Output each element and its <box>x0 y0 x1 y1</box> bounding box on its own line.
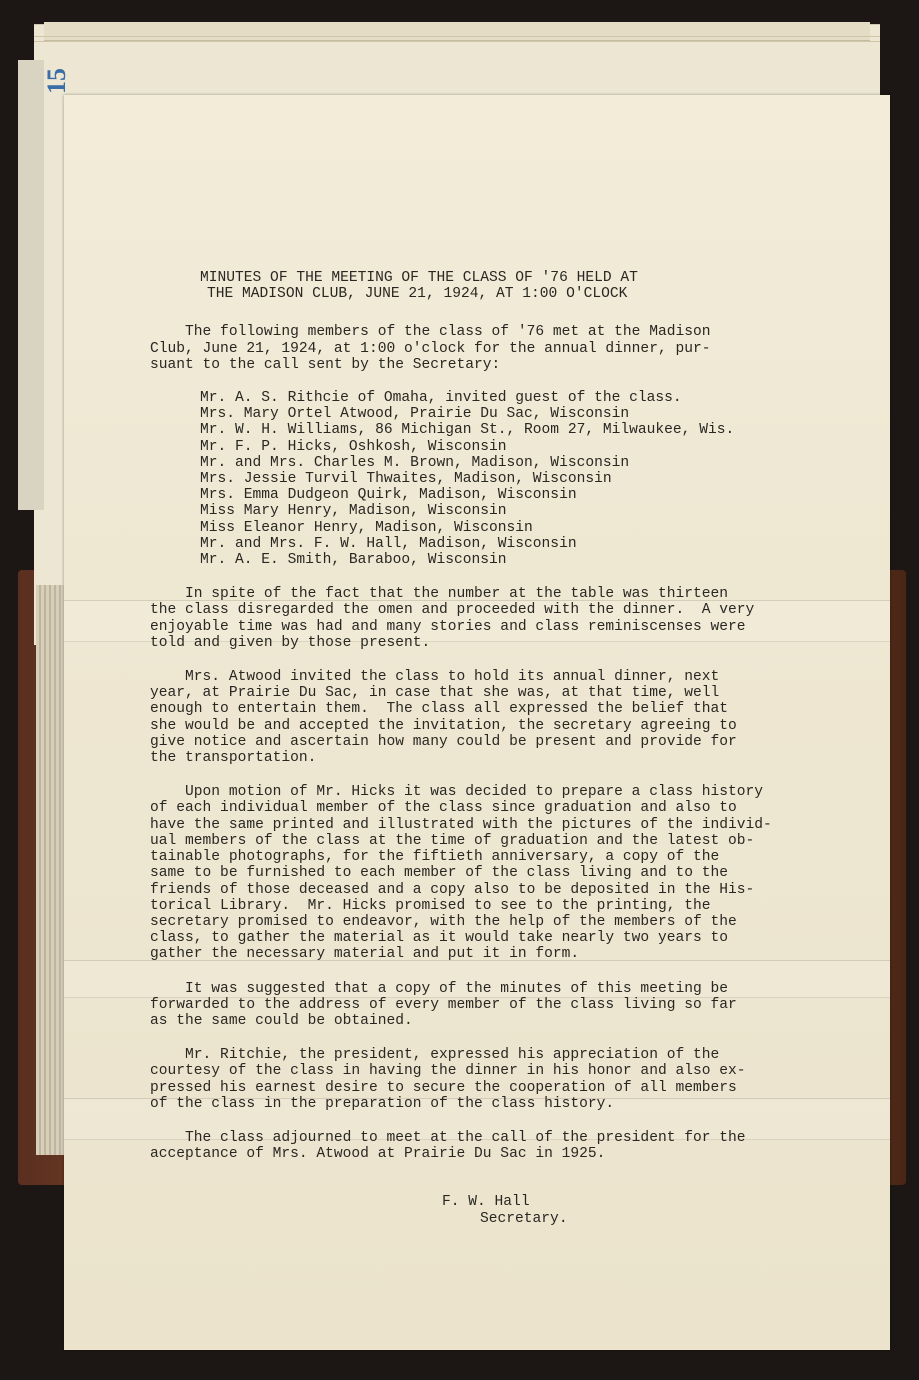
attendee-entry: Mr. and Mrs. F. W. Hall, Madison, Wisconsin <box>200 535 577 552</box>
text-line: Mr. Ritchie, the president, expressed his appreciation of the <box>150 1047 720 1064</box>
text-line: The class adjourned to meet at the call of the president for the <box>150 1129 746 1146</box>
text-line: enjoyable time was had and many stories and class reminiscenses were <box>150 618 746 635</box>
text-line: enough to entertain them. The class all expressed the belief that <box>150 701 729 718</box>
attendee-entry: Mrs. Mary Ortel Atwood, Prairie Du Sac, Wisconsin <box>200 406 630 423</box>
text-line: acceptance of Mrs. Atwood at Prairie Du Sac in 1925. <box>150 1146 606 1163</box>
attendee-entry: Mr. and Mrs. Charles M. Brown, Madison, Wisconsin <box>200 454 630 471</box>
paragraph-president-remarks <box>150 1047 850 1112</box>
text-line: give notice and ascertain how many could be present and provide for <box>150 733 737 750</box>
text-line: ual members of the class at the time of graduation and the latest ob- <box>150 832 755 849</box>
text-line: same to be furnished to each member of the class living and to the <box>150 865 729 882</box>
text-line: friends of those deceased and a copy also to be deposited in the His- <box>150 881 755 898</box>
attendee-list <box>150 390 850 568</box>
text-line: the transportation. <box>150 750 317 767</box>
attendee-entry: Mrs. Jessie Turvil Thwaites, Madison, Wisconsin <box>200 471 612 488</box>
text-line: Upon motion of Mr. Hicks it was decided to prepare a class history <box>150 784 764 801</box>
text-line: class, to gather the material as it would take nearly two years to <box>150 930 729 947</box>
text-line: as the same could be obtained. <box>150 1012 413 1029</box>
left-page-margin <box>18 60 44 510</box>
signatory-name: F. W. Hall <box>442 1194 530 1211</box>
paragraph-omen <box>150 586 850 651</box>
signatory-role: Secretary. <box>480 1210 568 1227</box>
text-line: Mrs. Atwood invited the class to hold its annual dinner, next <box>150 669 720 686</box>
paragraph-minutes-forwarding <box>150 981 850 1030</box>
text-line: of each individual member of the class since graduation and also to <box>150 800 737 817</box>
document-title <box>150 270 850 302</box>
text-line: secretary promised to endeavor, with the help of the members of the <box>150 913 737 930</box>
text-line: she would be and accepted the invitation, the secretary agreeing to <box>150 717 737 734</box>
text-line: told and given by those present. <box>150 634 431 651</box>
text-line: The following members of the class of '76 met at the Madison <box>150 324 711 341</box>
attendee-entry: Miss Mary Henry, Madison, Wisconsin <box>200 503 507 520</box>
intro-paragraph <box>150 324 850 373</box>
title-line: THE MADISON CLUB, JUNE 21, 1924, AT 1:00 O'CLOCK <box>207 286 628 303</box>
title-line: MINUTES OF THE MEETING OF THE CLASS OF '76 HELD AT <box>200 270 638 286</box>
minutes-document <box>150 270 850 1227</box>
paragraph-invitation <box>150 669 850 766</box>
text-line: Club, June 21, 1924, at 1:00 o'clock for the annual dinner, pur- <box>150 340 711 357</box>
attendee-entry: Mr. F. P. Hicks, Oshkosh, Wisconsin <box>200 438 507 455</box>
text-line: the class disregarded the omen and proceeded with the dinner. A very <box>150 602 755 619</box>
attendee-entry: Miss Eleanor Henry, Madison, Wisconsin <box>200 519 533 536</box>
signature-block <box>150 1194 850 1226</box>
text-line: courtesy of the class in having the dinner in his honor and also ex- <box>150 1063 746 1080</box>
paragraph-class-history <box>150 784 850 962</box>
attendee-entry: Mr. A. S. Rithcie of Omaha, invited guest of the class. <box>200 390 682 407</box>
text-line: forwarded to the address of every member of the class living so far <box>150 996 737 1013</box>
text-line: year, at Prairie Du Sac, in case that she was, at that time, well <box>150 685 720 702</box>
text-line: torical Library. Mr. Hicks promised to see to the printing, the <box>150 897 711 914</box>
text-line: have the same printed and illustrated with the pictures of the individ- <box>150 816 772 833</box>
folio-number: 15 <box>42 68 71 94</box>
ruled-lines <box>34 36 880 42</box>
text-line: pressed his earnest desire to secure the cooperation of all members <box>150 1079 737 1096</box>
text-line: tainable photographs, for the fiftieth anniversary, a copy of the <box>150 849 720 866</box>
text-line: In spite of the fact that the number at the table was thirteen <box>150 586 729 603</box>
text-line: suant to the call sent by the Secretary: <box>150 356 501 373</box>
text-line: of the class in the preparation of the class history. <box>150 1095 615 1112</box>
paragraph-adjournment <box>150 1130 850 1162</box>
attendee-entry: Mr. W. H. Williams, 86 Michigan St., Room 27, Milwaukee, Wis. <box>200 422 735 439</box>
attendee-entry: Mr. A. E. Smith, Baraboo, Wisconsin <box>200 552 507 569</box>
attendee-entry: Mrs. Emma Dudgeon Quirk, Madison, Wisconsin <box>200 487 577 504</box>
text-line: It was suggested that a copy of the minutes of this meeting be <box>150 980 729 997</box>
text-line: gather the necessary material and put it in form. <box>150 946 580 963</box>
